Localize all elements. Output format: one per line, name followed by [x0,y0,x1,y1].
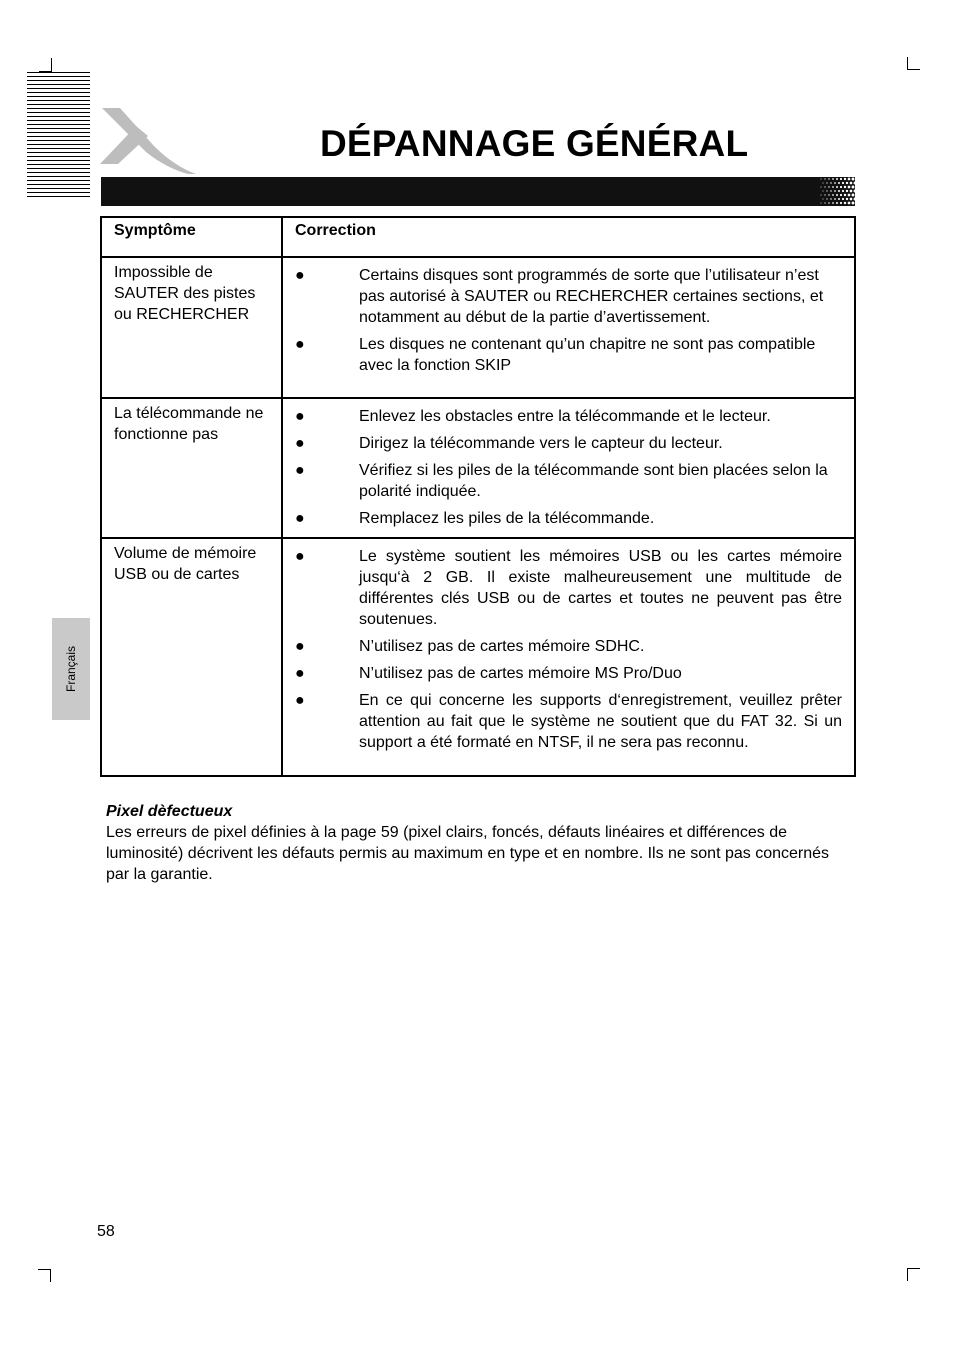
troubleshooting-table [100,216,856,777]
stripe-line [27,116,90,117]
stripe-line [27,84,90,85]
correction-text: Enlevez les obstacles entre la télécommande et le lecteur. [359,408,771,425]
correction-text: N’utilisez pas de cartes mémoire SDHC. [359,638,645,655]
halftone-dot [842,182,844,184]
halftone-dot [848,186,851,189]
language-tab [52,618,90,720]
dot-pattern [819,177,855,206]
table-row [101,398,855,538]
correction-text: Certains disques sont programmés de sorte que l’utilisateur n’est pas autorisé à SAUTER ou RECHERCHER certaines sections, et notamment au début de la partie d’avertissement. [359,267,824,326]
header-symptom: Symptôme [101,217,282,257]
header-correction: Correction [282,217,855,257]
correction-text: Vérifiez si les piles de la télécommande sont bien placées selon la polarité indiquée. [359,462,828,500]
bullet-icon: ● [295,435,305,452]
halftone-dot [832,194,834,196]
halftone-dot [832,186,834,188]
halftone-dot [823,199,824,200]
halftone-dot [838,182,840,184]
correction-cell [282,538,855,776]
halftone-dot [844,194,846,196]
stripe-line [27,176,90,177]
halftone-dot [826,198,827,199]
table-row [101,538,855,776]
crop-mark-top-left-v [51,58,52,72]
halftone-dot [838,198,840,200]
stripe-line [27,164,90,165]
halftone-dot [821,203,822,204]
correction-text: N’utilisez pas de cartes mémoire MS Pro/Duo [359,665,682,682]
stripe-line [27,192,90,193]
bullet-icon: ● [295,408,305,425]
pixel-section [106,801,854,885]
halftone-dot [840,178,842,180]
halftone-dot [828,194,829,195]
correction-item [295,433,842,454]
halftone-dot [840,194,842,196]
halftone-dot [832,202,834,204]
halftone-dot [852,194,855,197]
symptom-cell: Volume de mémoire USB ou de cartes [101,538,282,776]
table-header-row [101,217,855,257]
pixel-body: Les erreurs de pixel définies à la page 59 (pixel clairs, foncés, défauts linéaires et différences de luminosité) décrivent les défauts permis au maximum en type et en nombre. Ils ne sont pas concernés par la garantie. [106,824,830,883]
stripe-line [27,140,90,141]
correction-item [295,690,842,753]
crop-mark-top-right-h [907,69,920,70]
halftone-dot [840,186,842,188]
pixel-heading: Pixel dèfectueux [106,803,233,820]
halftone-dot [854,190,855,193]
correction-item [295,265,842,328]
stripe-line [27,72,90,73]
halftone-dot [840,202,842,204]
crop-mark-bottom-left-v [50,1269,51,1282]
correction-item [295,663,842,684]
bullet-icon: ● [295,548,305,565]
correction-cell [282,398,855,538]
halftone-dot [844,202,846,204]
correction-item [295,406,842,427]
stripe-line [27,108,90,109]
halftone-dot [852,202,855,205]
stripe-line [27,144,90,145]
halftone-dot [844,186,846,188]
stripe-line [27,172,90,173]
halftone-dot [836,186,838,188]
halftone-dot [848,194,851,197]
stripe-line [27,76,90,77]
halftone-dot [850,190,853,193]
bullet-icon: ● [295,267,305,284]
table-row [101,257,855,398]
title-bar [101,177,855,206]
stripe-line [27,124,90,125]
correction-text: Dirigez la télécommande vers le capteur du lecteur. [359,435,723,452]
stripe-line [27,136,90,137]
halftone-dot [834,182,836,184]
halftone-dot [836,178,838,180]
stripe-line [27,148,90,149]
stripe-line [27,80,90,81]
crop-mark-bottom-right-v [907,1268,908,1281]
halftone-dot [821,187,822,188]
halftone-dot [824,186,825,187]
halftone-dot [823,183,824,184]
language-label: Français [64,645,78,693]
stripe-line [27,92,90,93]
stripe-line [27,128,90,129]
halftone-dot [826,190,827,191]
halftone-dot [848,202,851,205]
stripe-line [27,112,90,113]
bullet-icon: ● [295,462,305,479]
correction-item [295,334,842,376]
symptom-cell: La télécommande ne fonctionne pas [101,398,282,538]
crop-mark-bottom-right [907,1268,920,1269]
stripe-line [27,168,90,169]
stripe-line [27,152,90,153]
brand-logo [96,108,196,176]
halftone-dot [830,198,831,199]
correction-text: Remplacez les piles de la télécommande. [359,510,655,527]
stripe-line [27,88,90,89]
halftone-dot [846,198,848,200]
stripe-line [27,132,90,133]
halftone-dot [830,190,831,191]
bullet-icon: ● [295,510,305,527]
symptom-cell: Impossible de SAUTER des pistes ou RECHERCHER [101,257,282,398]
halftone-dot [836,202,838,204]
halftone-dot [824,194,825,195]
stripe-line [27,156,90,157]
halftone-dot [824,178,825,179]
halftone-dot [836,194,838,196]
halftone-dot [848,178,851,181]
bullet-icon: ● [295,336,305,353]
halftone-dot [842,198,844,200]
stripe-line [27,188,90,189]
stripe-line [27,120,90,121]
halftone-dot [834,190,836,192]
correction-text: Le système soutient les mémoires USB ou les cartes mémoire jusqu‘à 2 GB. Il existe malheureusement une multitude de différentes clés USB ou de cartes et toutes ne peuvent pas être soutenues. [359,548,842,628]
halftone-dot [846,182,848,184]
correction-text: Les disques ne contenant qu’un chapitre ne sont pas compatible avec la fonction SKIP [359,336,816,374]
page-title: DÉPANNAGE GÉNÉRAL [320,123,749,164]
halftone-dot [842,190,844,192]
halftone-dot [854,198,855,201]
stripe-line [27,104,90,105]
bullet-icon: ● [295,638,305,655]
halftone-dot [824,202,825,203]
halftone-dot [846,190,848,192]
halftone-dot [838,190,840,192]
correction-item [295,546,842,630]
halftone-dot [830,182,831,183]
halftone-dot [832,178,834,180]
bullet-icon: ● [295,692,305,709]
stripe-line [27,196,90,197]
halftone-dot [834,198,836,200]
header-stripes [27,72,90,200]
stripe-line [27,160,90,161]
correction-item [295,508,842,529]
stripe-line [27,100,90,101]
stripe-line [27,180,90,181]
halftone-dot [828,186,829,187]
halftone-dot [821,179,822,180]
halftone-dot [844,178,846,180]
halftone-dot [823,191,824,192]
stripe-line [27,184,90,185]
correction-item [295,460,842,502]
halftone-dot [854,182,855,185]
correction-text: En ce qui concerne les supports d‘enregistrement, veuillez prêter attention au fait que le système ne soutient que du FAT 32. Si un support a été formaté en NTSF, il ne sera pas reconnu. [359,692,842,751]
halftone-dot [828,202,829,203]
halftone-dot [821,195,822,196]
halftone-dot [850,198,853,201]
halftone-dot [850,182,853,185]
correction-cell [282,257,855,398]
stripe-line [27,96,90,97]
halftone-dot [852,186,855,189]
page-number: 58 [97,1223,115,1240]
halftone-dot [828,178,829,179]
correction-item [295,636,842,657]
halftone-dot [826,182,827,183]
bullet-icon: ● [295,665,305,682]
halftone-dot [852,178,855,181]
